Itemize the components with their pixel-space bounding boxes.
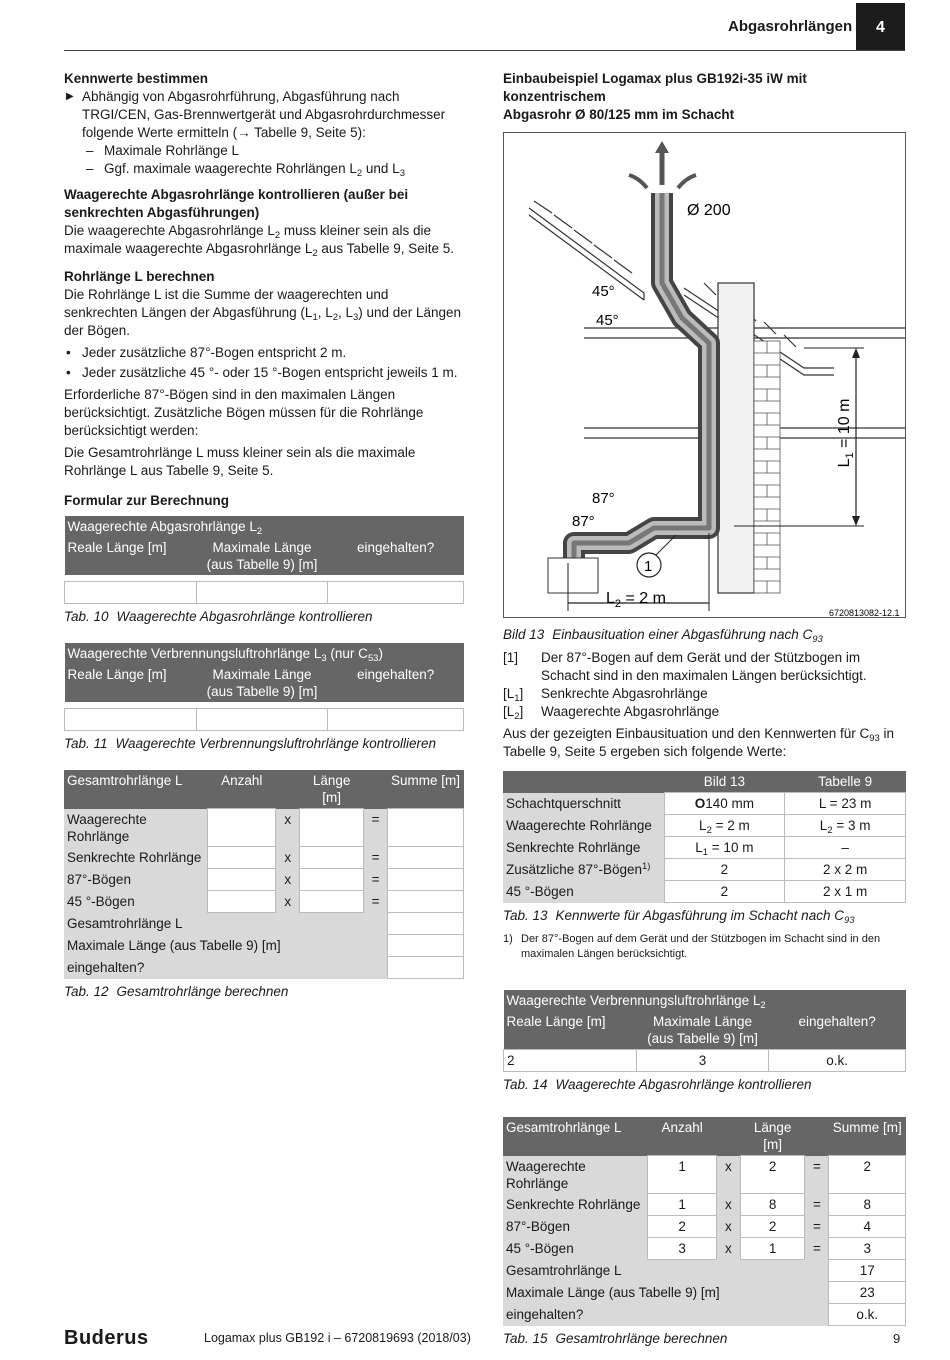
table-cell: 2 (740, 1216, 804, 1238)
table-cell: 2 (829, 1156, 906, 1194)
row-label: eingehalten? (503, 1304, 829, 1326)
table-caption: Tab. 10 Waagerechte Abgasrohrlänge kontrollieren (64, 609, 373, 624)
table-cell: O140 mm (664, 793, 785, 815)
left-column (64, 70, 464, 1000)
table-10 (64, 516, 464, 604)
input-cell[interactable] (388, 935, 464, 957)
diameter-label: Ø 200 (687, 202, 731, 219)
table-caption: Tab. 13 Kennwerte für Abgasführung im Schacht nach $C_{93}$ (503, 908, 855, 926)
row-label: Senkrechte Rohrlänge (503, 1194, 648, 1216)
brand-logo: Buderus (64, 1327, 149, 1349)
table-row (503, 1216, 906, 1238)
header-rule (64, 50, 905, 51)
l2-label: $L_2 = 2$ m (606, 590, 666, 610)
table-cell: – (785, 837, 906, 859)
equals-sign: = (364, 847, 388, 869)
table-cell: 2 (740, 1156, 804, 1194)
table-cell: 2 x 1 m (785, 881, 906, 903)
equals-sign: = (364, 869, 388, 891)
brick-wall (754, 341, 780, 593)
paragraph: Erforderliche 87°-Bögen sind in den maximalen Längen berücksichtigt. Zusätzliche Bögen müssen für die Rohrlänge berücksichtigt werden: (64, 387, 424, 438)
document-id: Logamax plus GB192 i – 6720819693 (2018/03) (204, 1331, 471, 1345)
table-title: Waagerechte Verbrennungsluftrohrlänge $L_2$ (504, 990, 906, 1011)
times-sign: x (716, 1238, 740, 1260)
table-14 (503, 990, 906, 1072)
chapter-number: 4 (856, 3, 905, 50)
shaft (718, 283, 754, 593)
table-cell: 3 (829, 1238, 906, 1260)
input-cell[interactable] (300, 847, 364, 869)
roof-left (529, 201, 644, 300)
column-header: Maximale Länge (aus Tabelle 9) [m] (636, 1011, 769, 1050)
angle-label: 45° (596, 312, 619, 329)
list-item: – Ggf. maximale waagerechte Rohrlängen $L_2$ und $L_3$ (64, 160, 464, 178)
row-label: Senkrechte Rohrlänge (503, 837, 664, 859)
table-cell: o.k. (769, 1050, 906, 1072)
input-cell[interactable] (65, 582, 197, 604)
column-header: eingehalten? (769, 1011, 906, 1050)
table-cell: $L_2 = 2$ m (664, 815, 785, 837)
row-label: 45 °-Bögen (503, 881, 664, 903)
table-caption: Tab. 15 Gesamtrohrlänge berechnen (503, 1331, 728, 1346)
angle-label: 87° (592, 490, 615, 507)
intake-arrow-left-icon (629, 175, 647, 188)
input-cell[interactable] (208, 891, 276, 913)
table-11 (64, 643, 464, 731)
page-number: 9 (893, 1331, 901, 1346)
heading-waagerecht: Waagerechte Abgasrohrlänge kontrollieren (außer bei senkrechten Abgasführungen) (64, 187, 409, 220)
row-label: Waagerechte Rohrlänge (64, 809, 208, 847)
row-label: Schachtquerschnitt (503, 793, 664, 815)
equals-sign: = (805, 1156, 829, 1194)
legend-item: $[L_1]$ Senkrechte Abgasrohrlänge (503, 686, 708, 704)
heading-einbaubeispiel: Einbaubeispiel Logamax plus GB192i-35 iW mit konzentrischem Abgasrohr Ø 80/125 mm im Schacht (503, 71, 807, 122)
paragraph: Die waagerechte Abgasrohrlänge $L_2$ muss kleiner sein als die maximale waagerechte Abgasrohrlänge $L_2$ aus Tabelle 9, Seite 5. (64, 223, 455, 259)
arrow-up-icon (655, 141, 669, 153)
l1-label: $L_1 = 10$ m (836, 398, 856, 468)
input-cell[interactable] (196, 582, 328, 604)
step-ref: Tabelle 9, Seite 5): (254, 125, 366, 140)
table-cell: $L_2 = 3$ m (785, 815, 906, 837)
table-row (503, 1238, 906, 1260)
heading-rohrlaenge: Rohrlänge L berechnen (64, 269, 215, 284)
figure-legend (503, 649, 906, 721)
table-cell: 4 (829, 1216, 906, 1238)
input-cell[interactable] (388, 891, 464, 913)
column-header: Reale Länge [m] (65, 537, 197, 575)
row-label: 45 °-Bögen (64, 891, 208, 913)
column-header: Länge [m] (740, 1117, 804, 1156)
bullet-item: • Jeder zusätzliche 45 °- oder 15 °-Bogen entspricht jeweils 1 m. (64, 364, 464, 382)
times-sign: x (276, 891, 300, 913)
row-label: Gesamtrohrlänge L (64, 913, 388, 935)
angle-label: 45° (592, 283, 615, 300)
callout-number: 1 (644, 558, 653, 575)
instruction-step (64, 88, 464, 142)
legend-item: [1] Der 87°-Bogen auf dem Gerät und der Stützbogen im Schacht sind in den maximalen Längen berücksichtigt. (503, 650, 867, 683)
section-title: Abgasrohrlängen (728, 18, 853, 35)
times-sign: x (276, 809, 300, 847)
equals-sign: = (364, 809, 388, 847)
input-cell[interactable] (300, 869, 364, 891)
column-header: Reale Länge [m] (65, 664, 197, 702)
equals-sign: = (364, 891, 388, 913)
arrow-right-icon: → (237, 125, 251, 140)
table-row (503, 1194, 906, 1216)
input-cell[interactable] (328, 582, 464, 604)
equals-sign: = (805, 1238, 829, 1260)
column-header: Summe [m] (829, 1117, 906, 1156)
list-item: – Maximale Rohrlänge L (64, 142, 464, 160)
row-label: Senkrechte Rohrlänge (64, 847, 208, 869)
column-header: Gesamtrohrlänge L (503, 1117, 648, 1156)
paragraph: Die Gesamtrohrlänge L muss kleiner sein als die maximale Rohrlänge L aus Tabelle 9, Seite 5. (64, 445, 416, 478)
table-caption: Tab. 12 Gesamtrohrlänge berechnen (64, 984, 289, 999)
input-cell[interactable] (388, 957, 464, 979)
column-header: Bild 13 (664, 771, 785, 793)
footnote: 1) Der 87°-Bogen auf dem Gerät und der Stützbogen im Schacht sind in den maximalen Längen berücksichtigt. (503, 933, 881, 960)
row-label: eingehalten? (64, 957, 388, 979)
table-cell: 1 (740, 1238, 804, 1260)
heading-formular: Formular zur Berechnung (64, 493, 230, 508)
table-row (503, 1260, 906, 1282)
table-caption: Tab. 14 Waagerechte Abgasrohrlänge kontrollieren (503, 1077, 812, 1092)
column-header: eingehalten? (328, 537, 464, 575)
table-cell: 2 (648, 1216, 716, 1238)
table-cell: 3 (636, 1050, 769, 1072)
table-13 (503, 771, 906, 903)
table-cell: 1 (648, 1194, 716, 1216)
row-label: Waagerechte Rohrlänge (503, 1156, 648, 1194)
column-header: Tabelle 9 (785, 771, 906, 793)
input-cell[interactable] (388, 809, 464, 847)
times-sign: x (276, 869, 300, 891)
input-cell[interactable] (328, 709, 464, 731)
times-sign: x (276, 847, 300, 869)
input-cell[interactable] (208, 809, 276, 847)
row-label: 87°-Bögen (503, 1216, 648, 1238)
paragraph: Aus der gezeigten Einbausituation und den Kennwerten für $C_{93}$ in Tabelle 9, Seite 5 ergeben sich folgende Werte: (503, 726, 895, 759)
circle-icon: O (694, 796, 706, 811)
column-header: Anzahl (648, 1117, 716, 1156)
row-label: Waagerechte Rohrlänge (503, 815, 664, 837)
column-header: Maximale Länge (aus Tabelle 9) [m] (196, 537, 328, 575)
table-title: Waagerechte Abgasrohrlänge $L_2$ (65, 516, 464, 537)
table-cell: 2 (664, 859, 785, 881)
input-cell[interactable] (300, 891, 364, 913)
paragraph: Die Rohrlänge L ist die Summe der waagerechten und senkrechten Längen der Abgasführung ($L_1$, $L_2$, $L_3$) und der Längen der Bögen. (64, 287, 462, 338)
column-header: eingehalten? (328, 664, 464, 702)
table-cell: 3 (648, 1238, 716, 1260)
table-cell: $L_1 = 10$ m (664, 837, 785, 859)
row-label: Gesamtrohrlänge L (503, 1260, 829, 1282)
input-cell[interactable] (208, 869, 276, 891)
row-label: 87°-Bögen (64, 869, 208, 891)
figure-caption: Bild 13 Einbausituation einer Abgasführung nach $C_{93}$ (503, 627, 823, 645)
table-cell: o.k. (829, 1304, 906, 1326)
equals-sign: = (805, 1216, 829, 1238)
table-row (503, 1304, 906, 1326)
table-cell: 2 (664, 881, 785, 903)
row-label: 45 °-Bögen (503, 1238, 648, 1260)
step-text: Abhängig von Abgasrohrführung, Abgasführung nach TRGI/CEN, Gas-Brennwertgerät und Abgasrohrdurchmesser folgende Werte ermitteln ( (82, 89, 446, 140)
equals-sign: = (805, 1194, 829, 1216)
table-cell: 8 (829, 1194, 906, 1216)
column-header: Gesamtrohrlänge L (64, 770, 208, 809)
table-cell: L = 23 m (785, 793, 906, 815)
row-label: Zusätzliche 87°-Bögen$^{1)}$ (503, 859, 664, 881)
installation-figure (503, 132, 906, 618)
times-sign: x (716, 1216, 740, 1238)
table-title: Waagerechte Verbrennungsluftrohrlänge $L_3$ (nur $C_{53}$) (65, 643, 464, 664)
table-cell: 23 (829, 1282, 906, 1304)
input-cell[interactable] (196, 709, 328, 731)
input-cell[interactable] (65, 709, 197, 731)
heading-kennwerte: Kennwerte bestimmen (64, 71, 209, 86)
table-row (503, 1282, 906, 1304)
times-sign: x (716, 1156, 740, 1194)
column-header: Summe [m] (388, 770, 464, 809)
column-header: Länge [m] (300, 770, 364, 809)
figure-code: 6720813082-12.1 (829, 608, 900, 617)
right-column (503, 70, 906, 1347)
angle-label: 87° (572, 513, 595, 530)
row-label: Maximale Länge (aus Tabelle 9) [m] (64, 935, 388, 957)
table-cell: 1 (648, 1156, 716, 1194)
input-cell[interactable] (388, 847, 464, 869)
table-row (503, 1156, 906, 1194)
table-12 (64, 770, 464, 979)
legend-item: $[L_2]$ Waagerechte Abgasrohrlänge (503, 704, 720, 722)
times-sign: x (716, 1194, 740, 1216)
input-cell[interactable] (388, 913, 464, 935)
table-cell: 8 (740, 1194, 804, 1216)
column-header: Maximale Länge (aus Tabelle 9) [m] (196, 664, 328, 702)
table-cell: 2 (504, 1050, 637, 1072)
column-header: Reale Länge [m] (504, 1011, 637, 1050)
input-cell[interactable] (208, 847, 276, 869)
intake-arrow-right-icon (678, 175, 696, 188)
bullet-item: • Jeder zusätzliche 87°-Bogen entspricht 2 m. (64, 344, 464, 362)
table-cell: 17 (829, 1260, 906, 1282)
table-caption: Tab. 11 Waagerechte Verbrennungsluftrohrlänge kontrollieren (64, 736, 436, 751)
input-cell[interactable] (300, 809, 364, 847)
table-15 (503, 1117, 906, 1326)
input-cell[interactable] (388, 869, 464, 891)
table-cell: 2 x 2 m (785, 859, 906, 881)
boiler (548, 558, 598, 593)
column-header: Anzahl (208, 770, 276, 809)
flue-diagram (504, 133, 906, 617)
row-label: Maximale Länge (aus Tabelle 9) [m] (503, 1282, 829, 1304)
